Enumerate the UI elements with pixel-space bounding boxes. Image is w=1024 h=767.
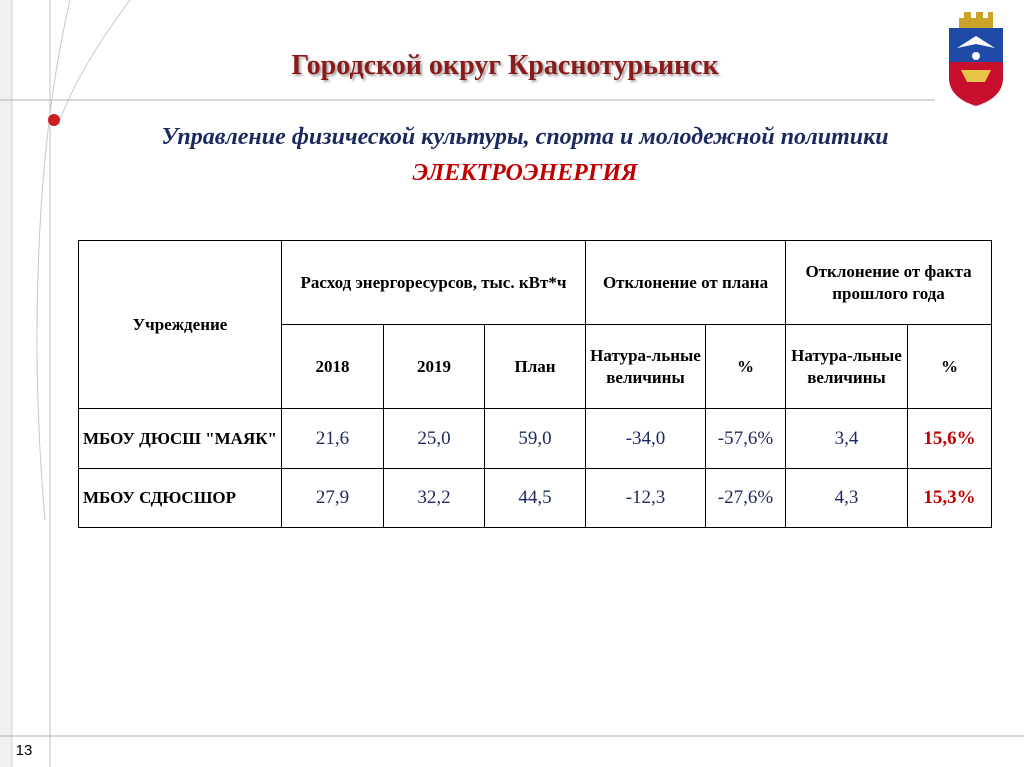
deviation-prev-percent: 15,3%	[908, 469, 992, 528]
header-deviation-prev: Отклонение от факта прошлого года	[786, 241, 992, 325]
header-natural-plan: Натура-льные величины	[586, 325, 706, 409]
institution-name: МБОУ СДЮСШОР	[79, 469, 282, 528]
table-row	[79, 409, 992, 469]
header-deviation-plan: Отклонение от плана	[586, 241, 786, 325]
header-institution: Учреждение	[79, 241, 282, 409]
value-2018: 27,9	[282, 469, 384, 528]
deviation-plan-percent: -27,6%	[706, 469, 786, 528]
header-year-2019: 2019	[384, 325, 485, 409]
header-plan: План	[485, 325, 586, 409]
resource-topic: ЭЛЕКТРОЭНЕРГИЯ	[412, 160, 638, 186]
value-2019: 25,0	[384, 409, 485, 469]
value-plan: 59,0	[485, 409, 586, 469]
deviation-prev-natural: 4,3	[786, 469, 908, 528]
deviation-plan-percent: -57,6%	[706, 409, 786, 469]
coat-of-arms-icon	[945, 12, 1007, 106]
value-plan: 44,5	[485, 469, 586, 528]
deviation-prev-natural: 3,4	[786, 409, 908, 469]
energy-table	[78, 240, 992, 528]
institution-name: МБОУ ДЮСШ "МАЯК"	[79, 409, 282, 469]
value-2019: 32,2	[384, 469, 485, 528]
header-percent-prev: %	[908, 325, 992, 409]
page-number: 13	[15, 742, 33, 759]
red-dot-icon	[48, 114, 60, 126]
deviation-plan-natural: -34,0	[586, 409, 706, 469]
value-2018: 21,6	[282, 409, 384, 469]
header-natural-prev: Натура-льные величины	[786, 325, 908, 409]
header-consumption: Расход энергоресурсов, тыс. кВт*ч	[282, 241, 586, 325]
header-percent-plan: %	[706, 325, 786, 409]
deviation-plan-natural: -12,3	[586, 469, 706, 528]
deviation-prev-percent: 15,6%	[908, 409, 992, 469]
department-subtitle: Управление физической культуры, спорта и молодежной политики	[161, 124, 889, 150]
header-year-2018: 2018	[282, 325, 384, 409]
page-title: Городской округ Краснотурьинск	[291, 50, 719, 81]
table-row	[79, 469, 992, 528]
